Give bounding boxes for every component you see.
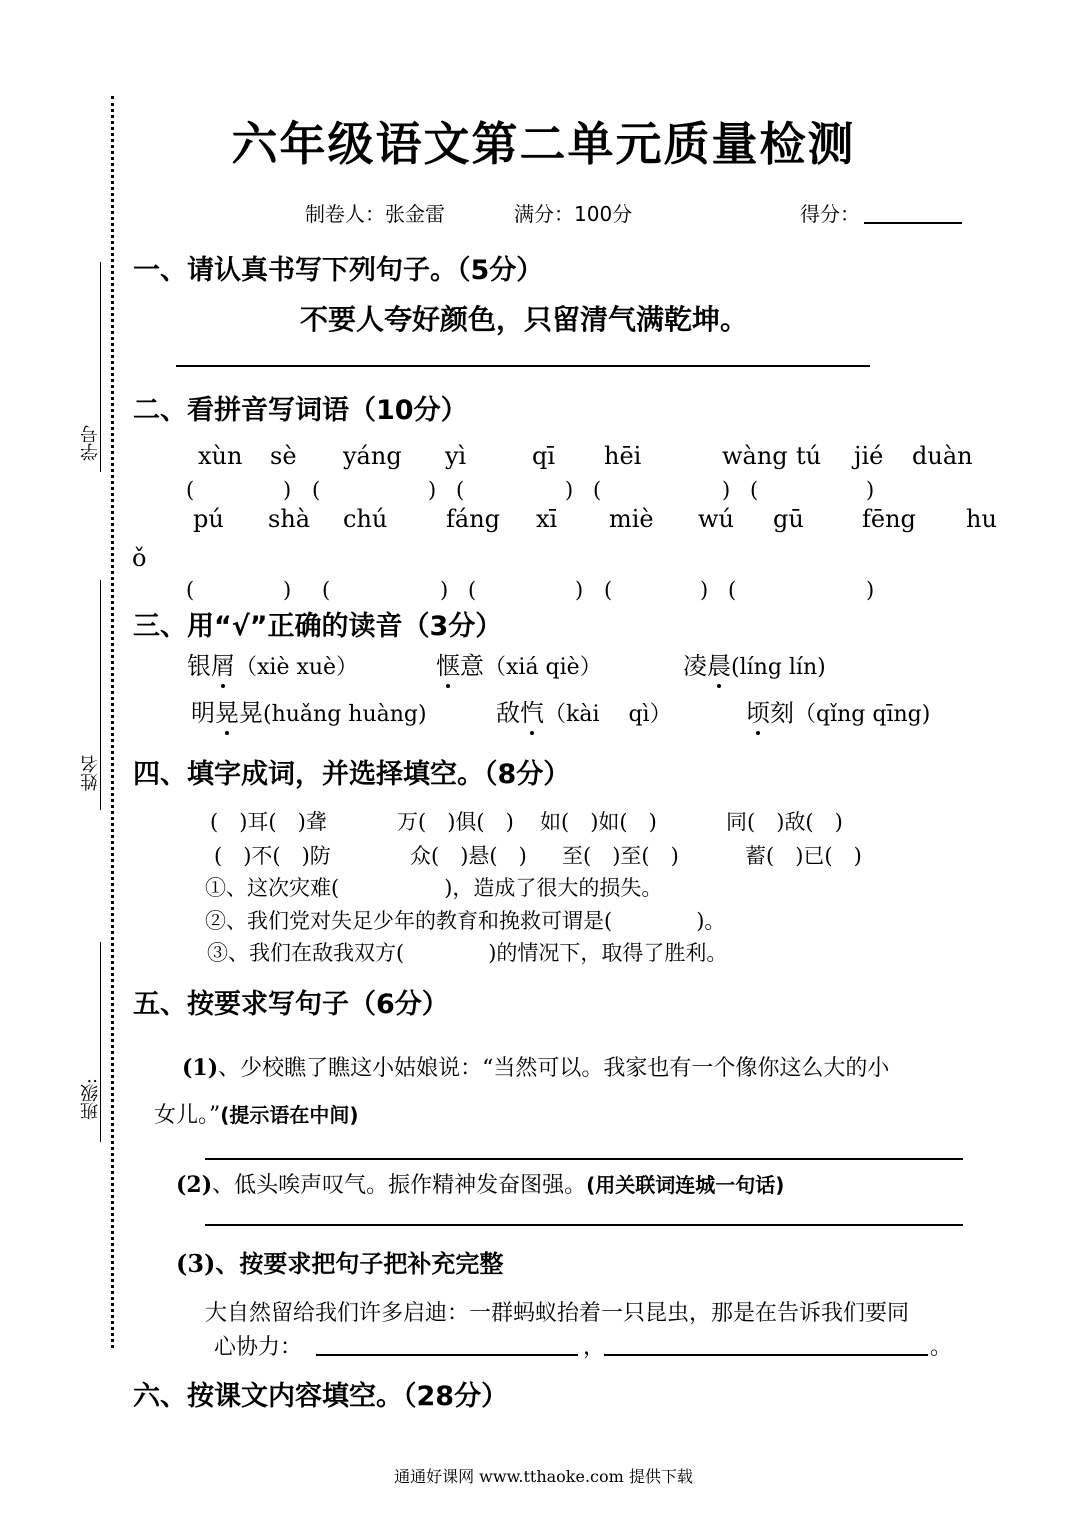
- answer-paren-open: (: [186, 478, 195, 502]
- q1-number: (1): [182, 1055, 219, 1081]
- pinyin-syllable: tú: [796, 442, 822, 470]
- dotted-char: 惬: [436, 652, 460, 680]
- pronunciation-item: [436, 646, 602, 681]
- full-score-label: 满分：100分: [514, 202, 633, 226]
- pinyin-syllable: sè: [270, 442, 297, 470]
- dotted-char: 忾: [520, 699, 544, 727]
- fill-question-1: ①、这次灾难( )，造成了很大的损失。: [205, 876, 663, 900]
- answer-paren-close: ): [440, 578, 449, 602]
- pinyin-options: (líng lín): [731, 655, 826, 680]
- answer-paren-close: ): [575, 578, 584, 602]
- dotted-char: 晨: [707, 652, 731, 680]
- pinyin-options: （qǐng qīng): [794, 702, 931, 727]
- copy-sentence: 不要人夸好颜色，只留清气满乾坤。: [300, 303, 749, 336]
- q3-body-1: 大自然留给我们许多启迪：一群蚂蚁抬着一只昆虫，那是在告诉我们要同: [205, 1301, 910, 1326]
- copy-answer-line[interactable]: [176, 365, 870, 367]
- section-1-heading: 一、请认真书写下列句子。（5分）: [133, 255, 544, 286]
- pronunciation-item: [187, 646, 358, 681]
- pinyin-syllable: gū: [773, 505, 804, 533]
- score-label: 得分：: [800, 202, 860, 226]
- q2-number: (2): [176, 1172, 213, 1198]
- pronunciation-item: [191, 693, 427, 728]
- answer-paren-open: (: [593, 478, 602, 502]
- word-char: 晃: [239, 699, 263, 727]
- answer-paren-open: (: [728, 578, 737, 602]
- pronunciation-item: [683, 646, 826, 681]
- q2-text: 、低头唉声叹气。振作精神发奋图强。: [212, 1173, 587, 1198]
- idiom-blank: 蓄( )已( ): [745, 844, 862, 868]
- idiom-blank: 众( )悬( ): [410, 844, 527, 868]
- page-footer: 通通好课网 www.tthaoke.com 提供下载: [394, 1467, 693, 1486]
- section-4-heading: 四、填字成词，并选择填空。（8分）: [133, 759, 571, 790]
- answer-paren-open: (: [456, 478, 465, 502]
- section-3-heading: 三、用“√”正确的读音（3分）: [133, 611, 503, 642]
- answer-paren-open: (: [312, 478, 321, 502]
- page-title: 六年级语文第二单元质量检测: [231, 117, 856, 171]
- word-char: 敌: [496, 699, 520, 727]
- q3-period: 。: [930, 1335, 953, 1360]
- pinyin-options: (huǎng huàng): [263, 702, 427, 727]
- score-field[interactable]: [864, 222, 962, 224]
- answer-paren-open: (: [468, 578, 477, 602]
- q3-number: (3): [176, 1249, 216, 1278]
- dotted-char: 顷: [746, 699, 770, 727]
- q1-requirement: (提示语在中间): [220, 1103, 359, 1127]
- answer-paren-open: (: [186, 578, 195, 602]
- word-char: 凌: [683, 652, 707, 680]
- pinyin-syllable: shà: [268, 505, 311, 533]
- pinyin-syllable: jié: [854, 442, 884, 470]
- dotted-char: 屑: [211, 652, 235, 680]
- name-label: 姓名: [80, 755, 101, 791]
- q1-answer-line[interactable]: [205, 1158, 963, 1160]
- pinyin-syllable: pú: [193, 505, 224, 533]
- answer-paren-close: ): [428, 478, 437, 502]
- answer-paren-open: (: [750, 478, 759, 502]
- answer-paren-open: (: [604, 578, 613, 602]
- pinyin-syllable: chú: [343, 505, 388, 533]
- pinyin-syllable: yì: [445, 442, 467, 470]
- answer-paren-open: (: [322, 578, 331, 602]
- answer-paren-close: ): [722, 478, 731, 502]
- answer-paren-close: ): [283, 478, 292, 502]
- q1-text: 、少校瞧了瞧这小姑娘说：“当然可以。我家也有一个像你这么大的小: [218, 1056, 890, 1081]
- q2-requirement: (用关联词连城一句话): [586, 1173, 785, 1197]
- section-2-heading: 二、看拼音写词语（10分）: [133, 395, 468, 426]
- word-char: 明: [191, 699, 215, 727]
- class-label: 班级:: [80, 1078, 101, 1121]
- answer-paren-close: ): [700, 578, 709, 602]
- answer-paren-close: ): [866, 578, 875, 602]
- idiom-blank: ( )不( )防: [214, 844, 331, 868]
- word-char: 银: [187, 652, 211, 680]
- idiom-blank: 如( )如( ): [540, 810, 657, 834]
- section-5-heading: 五、按要求写句子（6分）: [133, 989, 449, 1020]
- pinyin-options: （xiá qiè）: [484, 655, 602, 680]
- idiom-blank: 同( )敌( ): [726, 810, 843, 834]
- idiom-blank: ( )耳( )聋: [210, 810, 327, 834]
- q3-text: 、按要求把句子把补充完整: [215, 1250, 504, 1278]
- q3-blank-2[interactable]: [604, 1354, 928, 1356]
- pinyin-options: （kài qì）: [544, 702, 672, 727]
- pinyin-syllable: duàn: [912, 442, 973, 470]
- word-char: 意: [460, 652, 484, 680]
- pinyin-syllable: wú: [698, 505, 734, 533]
- q2-answer-line[interactable]: [205, 1224, 963, 1226]
- pinyin-syllable: ǒ: [132, 544, 147, 572]
- pinyin-syllable: xī: [536, 505, 558, 533]
- answer-paren-close: ): [866, 478, 875, 502]
- pinyin-syllable: xùn: [198, 442, 243, 470]
- author-label: 制卷人：张金雷: [305, 202, 445, 226]
- student-id-label: 学号: [80, 425, 101, 461]
- answer-paren-close: ): [283, 578, 292, 602]
- dotted-char: 晃: [215, 699, 239, 727]
- word-char: 刻: [770, 699, 794, 727]
- answer-paren-close: ): [565, 478, 574, 502]
- pinyin-syllable: yáng: [343, 442, 402, 470]
- binding-dotted-line: [111, 96, 114, 1348]
- q3-blank-1[interactable]: [316, 1354, 578, 1356]
- q3-body-2: 心协力：: [214, 1335, 303, 1360]
- pronunciation-item: [746, 693, 930, 728]
- pinyin-syllable: fáng: [446, 505, 501, 533]
- pinyin-syllable: wàng: [722, 442, 788, 470]
- pinyin-options: （xiè xuè）: [235, 655, 359, 680]
- pronunciation-item: [496, 693, 672, 728]
- idiom-blank: 至( )至( ): [562, 844, 679, 868]
- fill-question-3: ③、我们在敌我双方( )的情况下，取得了胜利。: [207, 941, 728, 965]
- pinyin-syllable: hēi: [604, 442, 642, 470]
- pinyin-syllable: miè: [609, 505, 654, 533]
- pinyin-syllable: hu: [966, 505, 997, 533]
- section-6-heading: 六、按课文内容填空。（28分）: [133, 1381, 509, 1412]
- q1-text-cont: 女儿。”: [154, 1103, 221, 1128]
- idiom-blank: 万( )俱( ): [397, 810, 514, 834]
- pinyin-syllable: fēng: [862, 505, 916, 533]
- q3-comma: ，: [583, 1335, 606, 1360]
- fill-question-2: ②、我们党对失足少年的教育和挽救可谓是( )。: [205, 909, 726, 933]
- pinyin-syllable: qī: [532, 442, 556, 470]
